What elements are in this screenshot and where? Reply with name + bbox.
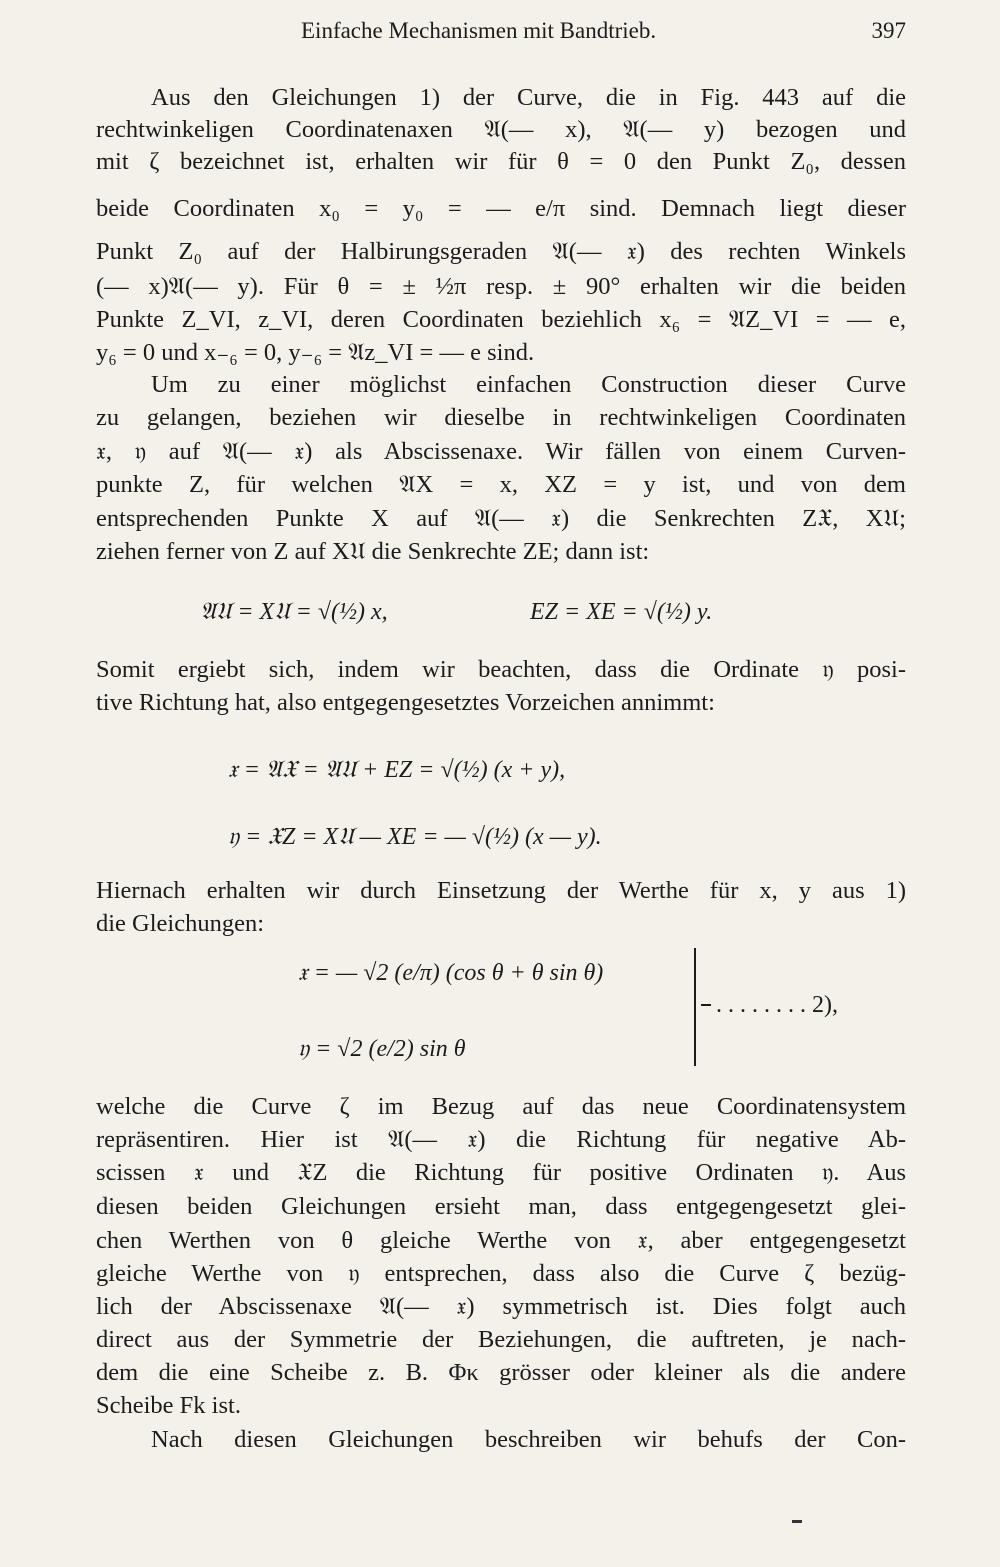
text-line: zu gelangen, beziehen wir dieselbe in rechtwinkeligen Coordinaten: [96, 404, 906, 431]
text-line: chen Werthen von θ gleiche Werthe von 𝔵, aber entgegengesetzt: [96, 1227, 906, 1254]
text-line: Hiernach erhalten wir durch Einsetzung der Werthe für x, y aus 1): [96, 877, 906, 904]
text-line: Scheibe Fk ist.: [96, 1392, 241, 1419]
equation-3-line-1: 𝔵 = — √2 (e/π) (cos θ + θ sin θ): [298, 960, 604, 986]
text-line: tive Richtung hat, also entgegengesetztes Vorzeichen annimmt:: [96, 689, 715, 716]
text-line: dem die eine Scheibe z. B. Φκ grösser oder kleiner als die andere: [96, 1359, 906, 1386]
text-line: y₆ = 0 und x₋₆ = 0, y₋₆ = 𝔄z_VI = — e sind.: [96, 339, 535, 366]
right-brace: [694, 948, 714, 1066]
equation-2-line-2: 𝔶 = 𝔛Z = X𝔘 — XE = — √(½) (x — y).: [228, 824, 602, 850]
equation-1-left: 𝔄𝔘 = X𝔘 = √(½) x,: [200, 599, 388, 625]
text-line: Aus den Gleichungen 1) der Curve, die in Fig. 443 auf die: [151, 84, 906, 111]
text-line: Nach diesen Gleichungen beschreiben wir behufs der Con-: [151, 1426, 906, 1453]
equation-tag: . . . . . . . . 2),: [716, 992, 838, 1018]
running-header: [96, 18, 906, 54]
text-line: mit ζ bezeichnet ist, erhalten wir für θ = 0 den Punkt Z₀, dessen: [96, 148, 906, 175]
text-line: 𝔵, 𝔶 auf 𝔄(— 𝔵) als Abscissenaxe. Wir fällen von einem Curven-: [96, 438, 906, 465]
text-line: lich der Abscissenaxe 𝔄(— 𝔵) symmetrisch ist. Dies folgt auch: [96, 1293, 906, 1320]
text-line: Somit ergiebt sich, indem wir beachten, dass die Ordinate 𝔶 posi-: [96, 656, 906, 683]
text-line: entsprechenden Punkte X auf 𝔄(— 𝔵) die Senkrechten Z𝔛, X𝔘;: [96, 505, 906, 532]
brace-tip: [701, 1004, 711, 1006]
text-line: punkte Z, für welchen 𝔄X = x, XZ = y ist, und von dem: [96, 471, 906, 498]
text-line: die Gleichungen:: [96, 910, 265, 937]
text-line: repräsentiren. Hier ist 𝔄(— 𝔵) die Richtung für negative Ab-: [96, 1126, 906, 1153]
text-line: diesen beiden Gleichungen ersieht man, dass entgegengesetzt glei-: [96, 1193, 906, 1220]
text-line: ziehen ferner von Z auf X𝔘 die Senkrechte ZE; dann ist:: [96, 538, 650, 565]
ink-mark: [792, 1520, 802, 1523]
equation-3-line-2: 𝔶 = √2 (e/2) sin θ: [298, 1036, 466, 1062]
text-line: Punkte Z_VI, z_VI, deren Coordinaten beziehlich x₆ = 𝔄Z_VI = — e,: [96, 306, 906, 333]
text-line: beide Coordinaten x₀ = y₀ = — e/π sind. Demnach liegt dieser: [96, 195, 906, 222]
text-line: welche die Curve ζ im Bezug auf das neue Coordinatensystem: [96, 1093, 906, 1120]
equation-1-right: EZ = XE = √(½) y.: [530, 599, 713, 625]
text-line: rechtwinkeligen Coordinatenaxen 𝔄(— x), 𝔄(— y) bezogen und: [96, 116, 906, 143]
page-number: 397: [871, 18, 906, 43]
equation-2-line-1: 𝔵 = 𝔄𝔛 = 𝔄𝔘 + EZ = √(½) (x + y),: [228, 757, 566, 783]
running-title: Einfache Mechanismen mit Bandtrieb.: [301, 18, 657, 43]
text-line: direct aus der Symmetrie der Beziehungen, die auftreten, je nach-: [96, 1326, 906, 1353]
text-line: gleiche Werthe von 𝔶 entsprechen, dass also die Curve ζ bezüg-: [96, 1260, 906, 1287]
text-line: Punkt Z₀ auf der Halbirungsgeraden 𝔄(— 𝔵) des rechten Winkels: [96, 238, 906, 265]
text-line: (— x)𝔄(— y). Für θ = ± ½π resp. ± 90° erhalten wir die beiden: [96, 273, 906, 300]
text-line: scissen 𝔵 und 𝔛Z die Richtung für positive Ordinaten 𝔶. Aus: [96, 1159, 906, 1186]
text-line: Um zu einer möglichst einfachen Construction dieser Curve: [151, 371, 906, 398]
